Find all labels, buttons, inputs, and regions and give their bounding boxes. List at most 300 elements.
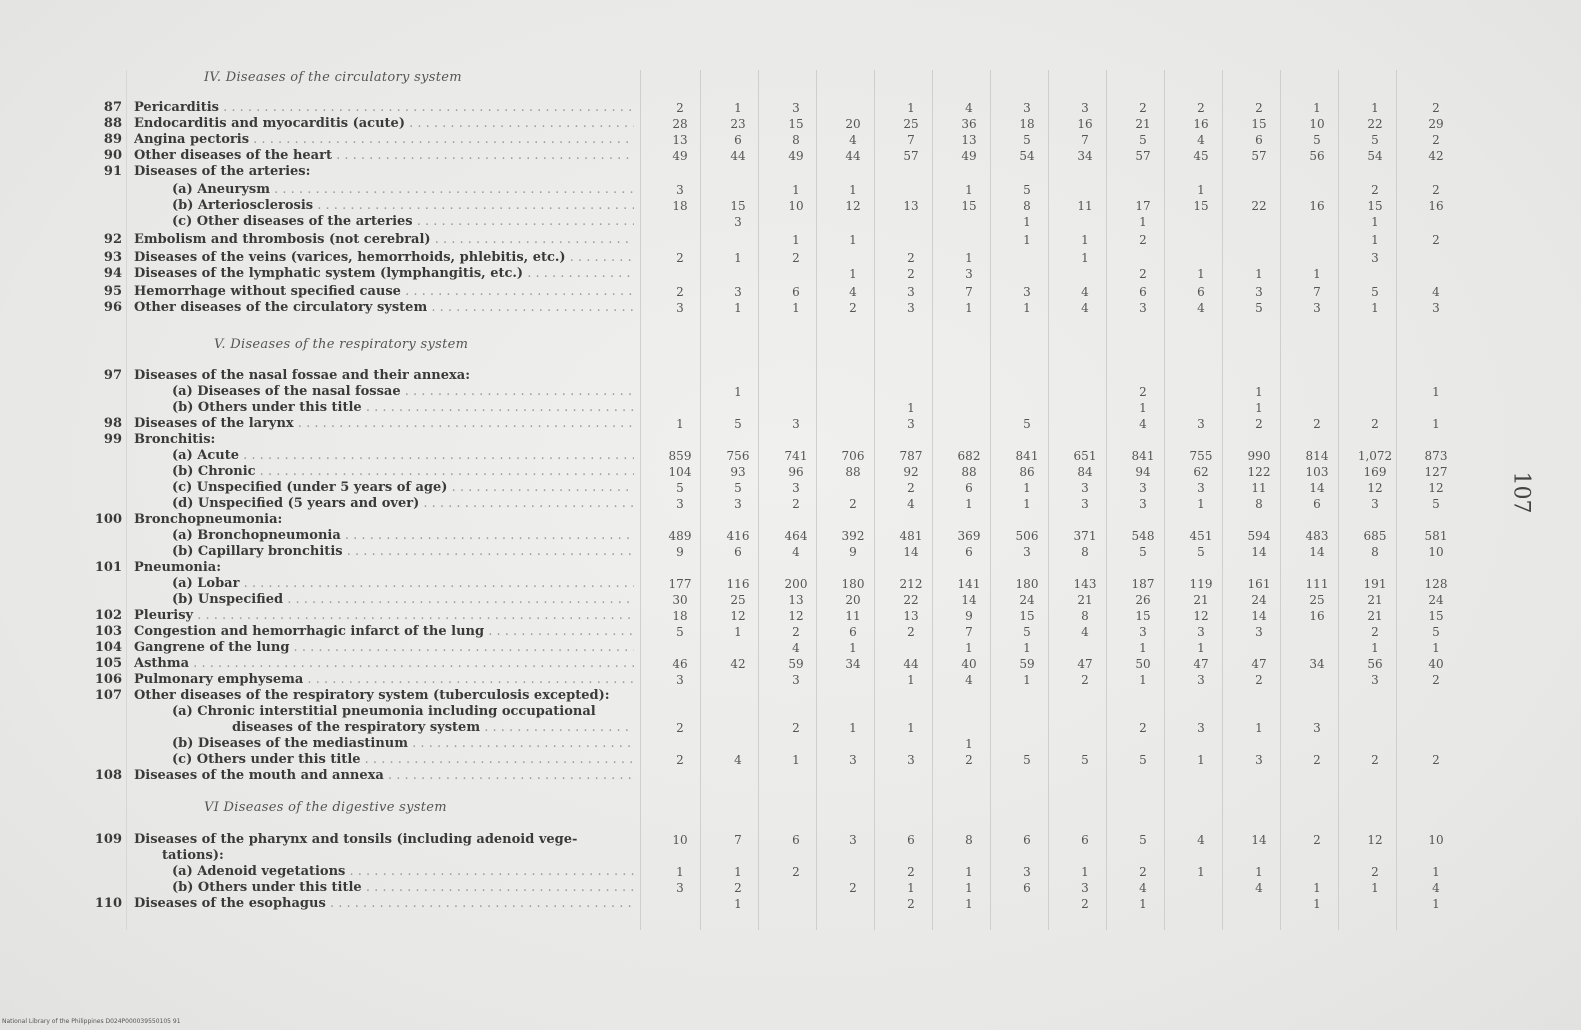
count-cell: 1 bbox=[1255, 721, 1263, 735]
count-cell: 21 bbox=[1077, 593, 1093, 607]
count-cell: 96 bbox=[788, 465, 804, 479]
count-cell: 4 bbox=[1081, 285, 1089, 299]
count-cell: 47 bbox=[1077, 657, 1093, 671]
count-cell: 1 bbox=[792, 753, 800, 767]
count-cell: 8 bbox=[1081, 609, 1089, 623]
count-cell: 24 bbox=[1251, 593, 1267, 607]
count-cell: 2 bbox=[849, 881, 857, 895]
table-row bbox=[0, 896, 1581, 912]
table-row bbox=[0, 592, 1581, 608]
row-number: 106 bbox=[94, 672, 122, 687]
cause-of-death-label: Asthma . . . bbox=[134, 656, 634, 672]
count-cell: 56 bbox=[1367, 657, 1383, 671]
count-cell: 3 bbox=[1197, 417, 1205, 431]
count-cell: 5 bbox=[1432, 497, 1440, 511]
cause-of-death-label: Diseases of the esophagus . . . bbox=[134, 896, 634, 912]
count-cell: 116 bbox=[726, 577, 750, 591]
count-cell: 13 bbox=[961, 133, 977, 147]
count-cell: 392 bbox=[841, 529, 865, 543]
row-number: 100 bbox=[94, 512, 122, 527]
count-cell: 1 bbox=[1371, 215, 1379, 229]
count-cell: 10 bbox=[1428, 833, 1444, 847]
count-cell: 581 bbox=[1424, 529, 1448, 543]
count-cell: 6 bbox=[734, 133, 742, 147]
count-cell: 548 bbox=[1131, 529, 1155, 543]
count-cell: 4 bbox=[734, 753, 742, 767]
count-cell: 2 bbox=[1432, 101, 1440, 115]
section-title: VI Diseases of the digestive system bbox=[204, 800, 447, 815]
count-cell: 416 bbox=[726, 529, 750, 543]
count-cell: 10 bbox=[1309, 117, 1325, 131]
count-cell: 22 bbox=[903, 593, 919, 607]
count-cell: 13 bbox=[672, 133, 688, 147]
count-cell: 2 bbox=[1139, 267, 1147, 281]
table-row bbox=[0, 768, 1581, 784]
count-cell: 1 bbox=[1255, 385, 1263, 399]
count-cell: 464 bbox=[784, 529, 808, 543]
count-cell: 15 bbox=[1193, 199, 1209, 213]
table-row bbox=[0, 182, 1581, 198]
cause-of-death-label: (b) Unspecified . . . bbox=[172, 592, 634, 608]
count-cell: 1 bbox=[965, 641, 973, 655]
count-cell: 5 bbox=[734, 417, 742, 431]
count-cell: 5 bbox=[1023, 417, 1031, 431]
row-number: 110 bbox=[94, 896, 122, 911]
count-cell: 2 bbox=[1371, 183, 1379, 197]
count-cell: 5 bbox=[676, 625, 684, 639]
count-cell: 1 bbox=[1432, 385, 1440, 399]
count-cell: 1 bbox=[734, 625, 742, 639]
count-cell: 4 bbox=[1081, 301, 1089, 315]
count-cell: 30 bbox=[672, 593, 688, 607]
count-cell: 371 bbox=[1073, 529, 1097, 543]
count-cell: 2 bbox=[676, 101, 684, 115]
cause-of-death-label: Gangrene of the lung . . . bbox=[134, 640, 634, 656]
count-cell: 5 bbox=[1139, 753, 1147, 767]
row-number: 90 bbox=[103, 148, 122, 163]
count-cell: 1 bbox=[965, 865, 973, 879]
cause-of-death-label: Diseases of the veins (varices, hemorrhoids, phlebitis, etc.) . . . bbox=[134, 250, 634, 266]
count-cell: 1 bbox=[965, 251, 973, 265]
count-cell: 6 bbox=[792, 285, 800, 299]
count-cell: 103 bbox=[1305, 465, 1329, 479]
count-cell: 3 bbox=[1197, 673, 1205, 687]
count-cell: 6 bbox=[965, 481, 973, 495]
row-number: 103 bbox=[94, 624, 122, 639]
count-cell: 682 bbox=[957, 449, 981, 463]
count-cell: 10 bbox=[788, 199, 804, 213]
table-row bbox=[0, 736, 1581, 752]
row-number: 87 bbox=[103, 100, 122, 115]
count-cell: 2 bbox=[1081, 897, 1089, 911]
count-cell: 2 bbox=[1432, 133, 1440, 147]
table-row bbox=[0, 576, 1581, 592]
count-cell: 15 bbox=[788, 117, 804, 131]
count-cell: 1 bbox=[1255, 865, 1263, 879]
count-cell: 1 bbox=[1432, 641, 1440, 655]
table-row bbox=[0, 132, 1581, 148]
count-cell: 2 bbox=[907, 481, 915, 495]
count-cell: 29 bbox=[1428, 117, 1444, 131]
count-cell: 3 bbox=[1371, 497, 1379, 511]
table-row bbox=[0, 464, 1581, 480]
count-cell: 1 bbox=[1023, 481, 1031, 495]
count-cell: 4 bbox=[1139, 417, 1147, 431]
count-cell: 11 bbox=[1251, 481, 1267, 495]
count-cell: 24 bbox=[1428, 593, 1444, 607]
count-cell: 1 bbox=[734, 865, 742, 879]
count-cell: 187 bbox=[1131, 577, 1155, 591]
count-cell: 44 bbox=[730, 149, 746, 163]
section-title: IV. Diseases of the circulatory system bbox=[204, 70, 462, 85]
count-cell: 12 bbox=[788, 609, 804, 623]
count-cell: 2 bbox=[792, 625, 800, 639]
count-cell: 2 bbox=[907, 865, 915, 879]
count-cell: 36 bbox=[961, 117, 977, 131]
count-cell: 5 bbox=[1139, 133, 1147, 147]
count-cell: 34 bbox=[1309, 657, 1325, 671]
count-cell: 2 bbox=[1255, 101, 1263, 115]
count-cell: 6 bbox=[1255, 133, 1263, 147]
cause-of-death-label: Other diseases of the circulatory system . . . bbox=[134, 300, 634, 316]
count-cell: 17 bbox=[1135, 199, 1151, 213]
count-cell: 119 bbox=[1189, 577, 1213, 591]
count-cell: 14 bbox=[1251, 609, 1267, 623]
count-cell: 4 bbox=[849, 133, 857, 147]
count-cell: 7 bbox=[734, 833, 742, 847]
count-cell: 1 bbox=[1371, 101, 1379, 115]
cause-of-death-label: diseases of the respiratory system . . . bbox=[232, 720, 634, 736]
count-cell: 128 bbox=[1424, 577, 1448, 591]
count-cell: 4 bbox=[1081, 625, 1089, 639]
count-cell: 1 bbox=[965, 301, 973, 315]
count-cell: 57 bbox=[1251, 149, 1267, 163]
count-cell: 13 bbox=[788, 593, 804, 607]
count-cell: 161 bbox=[1247, 577, 1271, 591]
table-row bbox=[0, 480, 1581, 496]
count-cell: 1 bbox=[1081, 251, 1089, 265]
count-cell: 21 bbox=[1193, 593, 1209, 607]
count-cell: 47 bbox=[1193, 657, 1209, 671]
cause-of-death-label: (d) Unspecified (5 years and over) . . . bbox=[172, 496, 634, 512]
cause-of-death-label: (b) Others under this title . . . bbox=[172, 880, 634, 896]
count-cell: 191 bbox=[1363, 577, 1387, 591]
count-cell: 2 bbox=[1371, 417, 1379, 431]
count-cell: 5 bbox=[1023, 753, 1031, 767]
count-cell: 12 bbox=[730, 609, 746, 623]
count-cell: 4 bbox=[792, 545, 800, 559]
cause-of-death-label: Other diseases of the respiratory system (tuberculosis excepted): bbox=[134, 688, 610, 703]
count-cell: 1 bbox=[1255, 267, 1263, 281]
count-cell: 1 bbox=[1081, 865, 1089, 879]
count-cell: 143 bbox=[1073, 577, 1097, 591]
table-row bbox=[0, 198, 1581, 214]
row-number: 99 bbox=[103, 432, 122, 447]
count-cell: 7 bbox=[1313, 285, 1321, 299]
table-row bbox=[0, 560, 1581, 576]
count-cell: 1 bbox=[1313, 267, 1321, 281]
cause-of-death-label: (a) Diseases of the nasal fossae . . . bbox=[172, 384, 634, 400]
count-cell: 3 bbox=[1081, 881, 1089, 895]
cause-of-death-label: (c) Others under this title . . . bbox=[172, 752, 634, 768]
cause-of-death-label: (b) Diseases of the mediastinum . . . bbox=[172, 736, 634, 752]
cause-of-death-label: Endocarditis and myocarditis (acute) . . . bbox=[134, 116, 634, 132]
count-cell: 1 bbox=[1023, 641, 1031, 655]
count-cell: 16 bbox=[1309, 609, 1325, 623]
count-cell: 814 bbox=[1305, 449, 1329, 463]
count-cell: 49 bbox=[672, 149, 688, 163]
table-row bbox=[0, 880, 1581, 896]
table-row bbox=[0, 752, 1581, 768]
cause-of-death-label: (c) Unspecified (under 5 years of age) . . . bbox=[172, 480, 634, 496]
count-cell: 741 bbox=[784, 449, 808, 463]
table-row bbox=[0, 416, 1581, 432]
count-cell: 2 bbox=[1139, 101, 1147, 115]
table-row bbox=[0, 832, 1581, 848]
cause-of-death-label: (a) Lobar . . . bbox=[172, 576, 634, 592]
table-row bbox=[0, 116, 1581, 132]
count-cell: 5 bbox=[1371, 285, 1379, 299]
count-cell: 5 bbox=[1197, 545, 1205, 559]
count-cell: 14 bbox=[961, 593, 977, 607]
count-cell: 8 bbox=[792, 133, 800, 147]
row-number: 89 bbox=[103, 132, 122, 147]
count-cell: 369 bbox=[957, 529, 981, 543]
count-cell: 5 bbox=[734, 481, 742, 495]
count-cell: 3 bbox=[907, 753, 915, 767]
count-cell: 1 bbox=[1371, 641, 1379, 655]
count-cell: 16 bbox=[1193, 117, 1209, 131]
count-cell: 28 bbox=[672, 117, 688, 131]
count-cell: 3 bbox=[1313, 301, 1321, 315]
count-cell: 21 bbox=[1135, 117, 1151, 131]
count-cell: 1 bbox=[1432, 417, 1440, 431]
count-cell: 2 bbox=[907, 251, 915, 265]
count-cell: 2 bbox=[1371, 753, 1379, 767]
count-cell: 12 bbox=[1367, 481, 1383, 495]
count-cell: 59 bbox=[788, 657, 804, 671]
count-cell: 1 bbox=[1313, 101, 1321, 115]
cause-of-death-label: (a) Bronchopneumonia . . . bbox=[172, 528, 634, 544]
table-row bbox=[0, 368, 1581, 384]
count-cell: 15 bbox=[1019, 609, 1035, 623]
count-cell: 169 bbox=[1363, 465, 1387, 479]
section-title: V. Diseases of the respiratory system bbox=[214, 337, 469, 352]
count-cell: 873 bbox=[1424, 449, 1448, 463]
count-cell: 6 bbox=[1081, 833, 1089, 847]
count-cell: 3 bbox=[907, 417, 915, 431]
count-cell: 3 bbox=[1139, 481, 1147, 495]
count-cell: 15 bbox=[1135, 609, 1151, 623]
count-cell: 3 bbox=[1432, 301, 1440, 315]
count-cell: 2 bbox=[1139, 865, 1147, 879]
count-cell: 44 bbox=[845, 149, 861, 163]
count-cell: 594 bbox=[1247, 529, 1271, 543]
count-cell: 2 bbox=[1313, 833, 1321, 847]
count-cell: 14 bbox=[1309, 481, 1325, 495]
count-cell: 5 bbox=[1023, 133, 1031, 147]
count-cell: 59 bbox=[1019, 657, 1035, 671]
count-cell: 122 bbox=[1247, 465, 1271, 479]
count-cell: 1 bbox=[965, 737, 973, 751]
count-cell: 5 bbox=[1023, 625, 1031, 639]
count-cell: 3 bbox=[965, 267, 973, 281]
cause-of-death-label: Diseases of the mouth and annexa . . . bbox=[134, 768, 634, 784]
count-cell: 50 bbox=[1135, 657, 1151, 671]
row-number: 105 bbox=[94, 656, 122, 671]
count-cell: 12 bbox=[1367, 833, 1383, 847]
count-cell: 3 bbox=[1197, 721, 1205, 735]
count-cell: 1 bbox=[849, 233, 857, 247]
count-cell: 3 bbox=[1313, 721, 1321, 735]
cause-of-death-label: (a) Acute . . . bbox=[172, 448, 634, 464]
count-cell: 2 bbox=[907, 625, 915, 639]
count-cell: 1 bbox=[907, 721, 915, 735]
count-cell: 18 bbox=[1019, 117, 1035, 131]
count-cell: 1 bbox=[1139, 641, 1147, 655]
count-cell: 1 bbox=[907, 101, 915, 115]
count-cell: 92 bbox=[903, 465, 919, 479]
count-cell: 40 bbox=[961, 657, 977, 671]
count-cell: 23 bbox=[730, 117, 746, 131]
count-cell: 3 bbox=[1255, 753, 1263, 767]
count-cell: 4 bbox=[1197, 301, 1205, 315]
count-cell: 3 bbox=[1371, 251, 1379, 265]
count-cell: 3 bbox=[1023, 545, 1031, 559]
count-cell: 2 bbox=[1432, 233, 1440, 247]
count-cell: 26 bbox=[1135, 593, 1151, 607]
count-cell: 651 bbox=[1073, 449, 1097, 463]
count-cell: 104 bbox=[668, 465, 692, 479]
row-number: 104 bbox=[94, 640, 122, 655]
count-cell: 34 bbox=[845, 657, 861, 671]
count-cell: 56 bbox=[1309, 149, 1325, 163]
count-cell: 3 bbox=[734, 215, 742, 229]
count-cell: 14 bbox=[1309, 545, 1325, 559]
cause-of-death-label: (b) Arteriosclerosis . . . bbox=[172, 198, 634, 214]
count-cell: 1 bbox=[792, 233, 800, 247]
count-cell: 3 bbox=[734, 285, 742, 299]
count-cell: 10 bbox=[672, 833, 688, 847]
count-cell: 1 bbox=[676, 417, 684, 431]
page-number: 107 bbox=[1508, 471, 1534, 514]
count-cell: 6 bbox=[1023, 881, 1031, 895]
count-cell: 1 bbox=[1023, 233, 1031, 247]
count-cell: 1 bbox=[1197, 865, 1205, 879]
count-cell: 841 bbox=[1015, 449, 1039, 463]
count-cell: 1 bbox=[1197, 267, 1205, 281]
count-cell: 1 bbox=[907, 401, 915, 415]
cause-of-death-label: Pneumonia: bbox=[134, 560, 221, 575]
count-cell: 3 bbox=[676, 881, 684, 895]
table-row bbox=[0, 720, 1581, 736]
count-cell: 2 bbox=[676, 721, 684, 735]
count-cell: 481 bbox=[899, 529, 923, 543]
count-cell: 22 bbox=[1367, 117, 1383, 131]
count-cell: 859 bbox=[668, 449, 692, 463]
row-number: 92 bbox=[103, 232, 122, 247]
cause-of-death-label: Congestion and hemorrhagic infarct of the lung . . . bbox=[134, 624, 634, 640]
count-cell: 5 bbox=[1432, 625, 1440, 639]
count-cell: 2 bbox=[1432, 183, 1440, 197]
count-cell: 1 bbox=[1432, 865, 1440, 879]
count-cell: 4 bbox=[1432, 881, 1440, 895]
table-row bbox=[0, 214, 1581, 230]
row-number: 94 bbox=[103, 266, 122, 281]
count-cell: 9 bbox=[676, 545, 684, 559]
count-cell: 86 bbox=[1019, 465, 1035, 479]
count-cell: 990 bbox=[1247, 449, 1271, 463]
count-cell: 46 bbox=[672, 657, 688, 671]
cause-of-death-label: (a) Adenoid vegetations . . . bbox=[172, 864, 634, 880]
count-cell: 7 bbox=[965, 285, 973, 299]
count-cell: 49 bbox=[961, 149, 977, 163]
count-cell: 5 bbox=[1255, 301, 1263, 315]
count-cell: 1 bbox=[849, 183, 857, 197]
count-cell: 1 bbox=[1197, 753, 1205, 767]
row-number: 96 bbox=[103, 300, 122, 315]
count-cell: 12 bbox=[1428, 481, 1444, 495]
cause-of-death-label: Diseases of the nasal fossae and their annexa: bbox=[134, 368, 471, 383]
count-cell: 45 bbox=[1193, 149, 1209, 163]
count-cell: 13 bbox=[903, 199, 919, 213]
count-cell: 3 bbox=[1255, 625, 1263, 639]
count-cell: 180 bbox=[841, 577, 865, 591]
count-cell: 4 bbox=[792, 641, 800, 655]
count-cell: 15 bbox=[1428, 609, 1444, 623]
count-cell: 2 bbox=[1371, 625, 1379, 639]
count-cell: 1 bbox=[1139, 897, 1147, 911]
count-cell: 2 bbox=[734, 881, 742, 895]
count-cell: 3 bbox=[792, 673, 800, 687]
count-cell: 3 bbox=[1081, 101, 1089, 115]
count-cell: 3 bbox=[1081, 481, 1089, 495]
cause-of-death-label: Hemorrhage without specified cause . . . bbox=[134, 284, 634, 300]
count-cell: 10 bbox=[1428, 545, 1444, 559]
count-cell: 1 bbox=[1139, 215, 1147, 229]
count-cell: 2 bbox=[1255, 417, 1263, 431]
cause-of-death-label: Pulmonary emphysema . . . bbox=[134, 672, 634, 688]
table-row bbox=[0, 688, 1581, 704]
table-row bbox=[0, 640, 1581, 656]
table-row bbox=[0, 284, 1581, 300]
cause-of-death-label: (b) Chronic . . . bbox=[172, 464, 634, 480]
count-cell: 706 bbox=[841, 449, 865, 463]
count-cell: 3 bbox=[1023, 865, 1031, 879]
count-cell: 4 bbox=[1197, 133, 1205, 147]
count-cell: 1 bbox=[734, 251, 742, 265]
count-cell: 6 bbox=[965, 545, 973, 559]
count-cell: 8 bbox=[1023, 199, 1031, 213]
count-cell: 6 bbox=[1197, 285, 1205, 299]
table-row bbox=[0, 528, 1581, 544]
count-cell: 9 bbox=[849, 545, 857, 559]
count-cell: 212 bbox=[899, 577, 923, 591]
count-cell: 49 bbox=[788, 149, 804, 163]
count-cell: 1 bbox=[1432, 897, 1440, 911]
count-cell: 841 bbox=[1131, 449, 1155, 463]
table-row bbox=[0, 384, 1581, 400]
cause-of-death-label: Diseases of the arteries: bbox=[134, 164, 311, 179]
count-cell: 4 bbox=[907, 497, 915, 511]
count-cell: 3 bbox=[676, 497, 684, 511]
count-cell: 57 bbox=[1135, 149, 1151, 163]
count-cell: 3 bbox=[792, 101, 800, 115]
count-cell: 141 bbox=[957, 577, 981, 591]
count-cell: 3 bbox=[734, 497, 742, 511]
row-number: 88 bbox=[103, 116, 122, 131]
count-cell: 3 bbox=[907, 285, 915, 299]
